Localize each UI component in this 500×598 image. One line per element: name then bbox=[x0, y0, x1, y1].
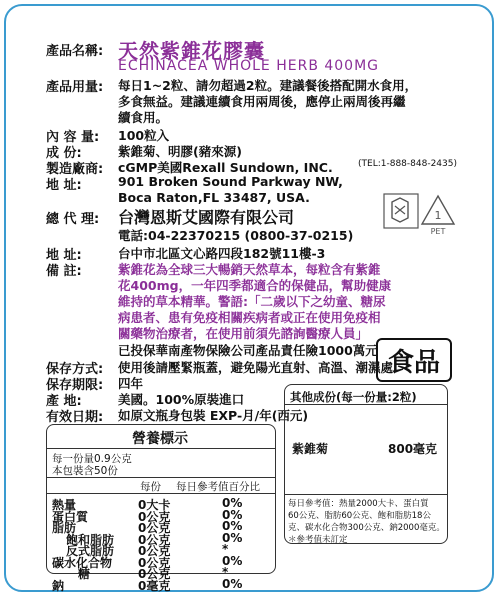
agent-name: 台灣恩斯艾國際有限公司 bbox=[118, 208, 295, 227]
nutrition-row-dv: 0% bbox=[222, 576, 243, 591]
nutrition-servings: 本包裝含50份 bbox=[52, 465, 118, 477]
nutrition-col-per: 每份 bbox=[140, 481, 161, 493]
content-label: 內 容 量: bbox=[46, 130, 100, 145]
manufacturer-label: 製造廠商: bbox=[46, 162, 104, 177]
content-value: 100粒入 bbox=[118, 128, 170, 143]
nutrition-row-name: 熱量 bbox=[52, 498, 77, 512]
origin-value: 美國。100%原裝進口 bbox=[118, 392, 245, 407]
notes-line-1: 紫錐花為全球三大暢銷天然草本，每粒含有紫錐 bbox=[118, 262, 381, 277]
recycle-code: PET bbox=[430, 227, 446, 236]
shelf-life-label: 保存期限: bbox=[46, 378, 104, 393]
ingredients-value: 紫錐菊、明膠(豬來源) bbox=[118, 144, 242, 159]
shelf-life-value: 四年 bbox=[118, 376, 144, 391]
nutrition-row-name: 鈉 bbox=[52, 578, 65, 593]
nutrition-row-per: 0毫克 bbox=[138, 578, 171, 593]
notes-line-3: 維持的草本精華。警語:「二歲以下之幼童、糖尿 bbox=[118, 294, 386, 309]
nutrition-serving: 每一份量0.9公克 bbox=[52, 453, 132, 465]
product-name-en: ECHINACEA WHOLE HERB 400MG bbox=[118, 58, 380, 74]
nutrition-row-name: 飽和脂肪 bbox=[66, 532, 115, 547]
nutrition-row-name: 糖 bbox=[78, 567, 91, 581]
nutrition-row-name: 碳水化合物 bbox=[52, 555, 113, 570]
mfr-address-line-1: 901 Broken Sound Parkway NW, bbox=[118, 174, 343, 189]
recycle-number: 1 bbox=[434, 209, 442, 222]
nutrition-row-name: 反式脂肪 bbox=[66, 544, 115, 558]
usage-line-2: 多食無益。建議連續食用兩周後，應停止兩周後再繼 bbox=[118, 94, 406, 109]
notes-line-5: 關藥物治療者，在使用前須先諮詢醫療人員」 bbox=[118, 326, 369, 341]
storage-label: 保存方式: bbox=[46, 362, 104, 377]
nutrition-row-dv: * bbox=[222, 542, 229, 556]
nutrition-row-per: 0公克 bbox=[138, 544, 171, 558]
expiry-value: 如原文瓶身包裝 EXP-月/年(西元) bbox=[118, 408, 309, 423]
other-title: 其他成份(每一份量:2粒) bbox=[290, 390, 417, 404]
other-note-2: 60公克、脂肪60公克、飽和脂肪18公 bbox=[288, 511, 431, 521]
nutrition-row-dv: 0% bbox=[222, 507, 243, 522]
product-name-label: 產品名稱: bbox=[46, 44, 104, 59]
nutrition-row-per: 0公克 bbox=[138, 555, 171, 570]
storage-value: 使用後請壓緊瓶蓋，避免陽光直射、高溫、潮濕處 bbox=[118, 360, 394, 375]
other-note-1: 每日參考值：熱量2000大卡、蛋白質 bbox=[288, 499, 429, 509]
nutrition-row-per: 0公克 bbox=[138, 521, 171, 535]
other-notes-divider bbox=[284, 494, 448, 495]
expiry-label: 有效日期: bbox=[46, 410, 104, 425]
nutrition-row-per: 0公克 bbox=[138, 532, 171, 547]
other-amount: 800毫克 bbox=[388, 442, 438, 456]
other-divider bbox=[284, 404, 448, 405]
other-note-4: ＊參考值未訂定 bbox=[288, 535, 348, 545]
nutrition-row-name: 脂肪 bbox=[52, 521, 77, 535]
manufacturer-tel: (TEL:1-888-848-2435) bbox=[358, 159, 457, 169]
manufacturer-value: cGMP美國Rexall Sundown, INC. bbox=[118, 160, 333, 175]
nutrition-divider-mid bbox=[46, 477, 276, 478]
other-ingredient: 紫錐菊 bbox=[292, 442, 329, 456]
agent-address-label: 地 址: bbox=[46, 248, 82, 263]
nutrition-row-dv: 0% bbox=[222, 530, 243, 545]
notes-line-4: 病患者、患有免疫相關疾病者或正在使用免疫相 bbox=[118, 310, 381, 325]
nutrition-row-name: 蛋白質 bbox=[52, 509, 89, 524]
nutrition-row-dv: 0% bbox=[222, 519, 243, 533]
agent-phone: 電話:04-22370215 (0800-37-0215) bbox=[118, 228, 354, 243]
pet-recycle-icon bbox=[380, 188, 460, 236]
notes-line-6: 已投保華南產物保險公司產品責任險1000萬元 bbox=[118, 343, 378, 358]
nutrition-row-dv: 0% bbox=[222, 496, 243, 510]
nutrition-row-per: 0大卡 bbox=[138, 498, 171, 512]
nutrition-row-per: 0公克 bbox=[138, 567, 171, 581]
ingredients-label: 成 份: bbox=[46, 146, 82, 161]
mfr-address-line-2: Boca Raton,FL 33487, USA. bbox=[118, 190, 310, 205]
mfr-address-label: 地 址: bbox=[46, 178, 82, 193]
nutrition-divider-head bbox=[46, 493, 276, 494]
nutrition-col-dv: 每日參考值百分比 bbox=[176, 481, 260, 493]
product-name-cn: 天然紫錐花膠囊 bbox=[118, 39, 265, 63]
nutrition-title: 營養標示 bbox=[132, 431, 188, 447]
agent-address-value: 台中市北區文心路四段182號11樓-3 bbox=[118, 246, 326, 261]
nutrition-row-dv: 0% bbox=[222, 553, 243, 568]
nutrition-row-per: 0公克 bbox=[138, 509, 171, 524]
agent-label: 總 代 理: bbox=[46, 212, 100, 227]
notes-line-2: 花400mg，一年四季都適合的保健品，幫助健康 bbox=[118, 278, 392, 293]
nutrition-row-dv: * bbox=[222, 565, 229, 579]
origin-label: 產 地: bbox=[46, 394, 82, 409]
usage-line-3: 續食用。 bbox=[118, 110, 169, 125]
nutrition-divider-top bbox=[46, 448, 276, 449]
other-note-3: 克、碳水化合物300公克、鈉2000毫克。 bbox=[288, 523, 445, 533]
usage-label: 產品用量: bbox=[46, 80, 104, 95]
usage-line-1: 每日1~2粒、請勿超過2粒。建議餐後搭配開水食用， bbox=[118, 78, 418, 93]
food-badge: 食品 bbox=[376, 338, 452, 382]
notes-label: 備 註: bbox=[46, 264, 82, 279]
